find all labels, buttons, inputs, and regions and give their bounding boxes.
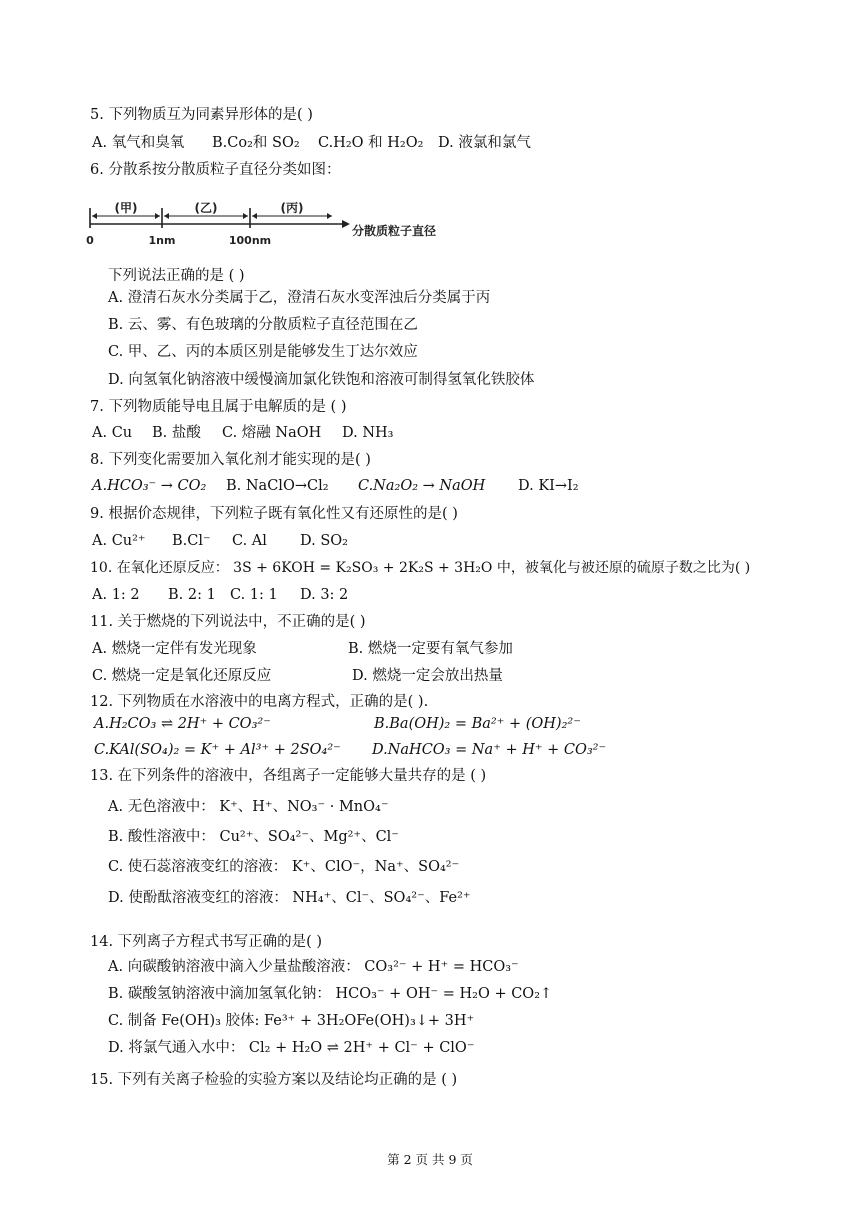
- question-12-stem: 12. 下列物质在水溶液中的电离方程式，正确的是( ).: [90, 694, 429, 710]
- region-label-jia: (甲): [114, 201, 138, 215]
- option-d: D. 将氯气通入水中： Cl₂ + H₂O ⇌ 2H⁺ + Cl⁻ + ClO⁻: [108, 1040, 475, 1056]
- option-b: B. 云、雾、有色玻璃的分散质粒子直径范围在乙: [108, 317, 418, 333]
- option-c: C. 1: 1: [230, 587, 278, 603]
- region-label-yi: (乙): [194, 201, 218, 215]
- question-14-stem: 14. 下列离子方程式书写正确的是( ): [90, 934, 323, 950]
- axis-label: 分散质粒子直径: [352, 224, 437, 238]
- option-c: C.KAl(SO₄)₂ = K⁺ + Al³⁺ + 2SO₄²⁻: [94, 742, 341, 758]
- question-9-stem: 9. 根据价态规律，下列粒子既有氧化性又有还原性的是( ): [90, 506, 458, 522]
- question-5-stem: 5. 下列物质互为同素异形体的是( ): [90, 107, 313, 123]
- option-a: A. 燃烧一定伴有发光现象: [92, 641, 257, 657]
- option-a: A. 无色溶液中： K⁺、H⁺、NO₃⁻ · MnO₄⁻: [108, 799, 389, 815]
- tick-label-0: 0: [86, 234, 94, 247]
- question-6-stem: 6. 分散系按分散质粒子直径分类如图：: [90, 162, 341, 178]
- option-b: B. 碳酸氢钠溶液中滴加氢氧化钠： HCO₃⁻ + OH⁻ = H₂O + CO₂↑: [108, 986, 553, 1002]
- particle-size-diagram: [84, 196, 484, 252]
- option-d: D.NaHCO₃ = Na⁺ + H⁺ + CO₃²⁻: [372, 742, 607, 758]
- question-7-stem: 7. 下列物质能导电且属于电解质的是 ( ): [90, 399, 347, 415]
- option-d: D. 3: 2: [300, 587, 349, 603]
- option-a: A. 1: 2: [92, 587, 140, 603]
- option-c: C. 熔融 NaOH: [222, 425, 322, 441]
- option-a: A. 氧气和臭氧: [92, 135, 185, 151]
- option-a: A.HCO₃⁻ → CO₂: [92, 478, 207, 494]
- page-footer: 第 2 页 共 9 页: [387, 1152, 473, 1167]
- option-d: D. 使酚酞溶液变红的溶液： NH₄⁺、Cl⁻、SO₄²⁻、Fe²⁺: [108, 890, 471, 906]
- option-a: A.H₂CO₃ ⇌ 2H⁺ + CO₃²⁻: [94, 716, 271, 732]
- option-d: D. 液氯和氯气: [438, 135, 531, 151]
- option-b: B. 2: 1: [168, 587, 216, 603]
- question-11-stem: 11. 关于燃烧的下列说法中，不正确的是( ): [90, 614, 366, 630]
- tick-label-100nm: 100nm: [228, 234, 272, 247]
- option-c: C. 甲、乙、丙的本质区别是能够发生丁达尔效应: [108, 344, 418, 360]
- option-d: D. 燃烧一定会放出热量: [352, 668, 503, 684]
- region-label-bing: (丙): [280, 201, 304, 215]
- question-6-sub-stem: 下列说法正确的是 ( ): [108, 268, 245, 284]
- option-a: A. Cu: [92, 425, 133, 441]
- option-d: D. KI→I₂: [518, 478, 579, 494]
- option-c: C. 使石蕊溶液变红的溶液： K⁺、ClO⁻，Na⁺、SO₄²⁻: [108, 859, 460, 875]
- option-d: D. 向氢氧化钠溶液中缓慢滴加氯化铁饱和溶液可制得氢氧化铁胶体: [108, 372, 535, 388]
- tick-label-1nm: 1nm: [148, 234, 176, 247]
- option-b: B. 酸性溶液中： Cu²⁺、SO₄²⁻、Mg²⁺、Cl⁻: [108, 829, 399, 845]
- question-13-stem: 13. 在下列条件的溶液中，各组离子一定能够大量共存的是 ( ): [90, 768, 487, 784]
- option-c: C. Al: [232, 533, 267, 549]
- option-a: A. Cu²⁺: [92, 533, 146, 549]
- option-b: B.Cl⁻: [172, 533, 211, 549]
- option-c: C.H₂O 和 H₂O₂: [318, 135, 424, 151]
- option-b: B. NaClO→Cl₂: [226, 478, 329, 494]
- option-b: B.Ba(OH)₂ = Ba²⁺ + (OH)₂²⁻: [374, 716, 581, 732]
- option-b: B.Co₂和 SO₂: [212, 135, 300, 151]
- option-a: A. 澄清石灰水分类属于乙，澄清石灰水变浑浊后分类属于丙: [108, 290, 491, 306]
- option-c: C. 制备 Fe(OH)₃ 胶体: Fe³⁺ + 3H₂OFe(OH)₃↓+ 3H⁺: [108, 1013, 475, 1029]
- option-d: D. NH₃: [342, 425, 394, 441]
- question-8-stem: 8. 下列变化需要加入氧化剂才能实现的是( ): [90, 452, 371, 468]
- option-b: B. 盐酸: [152, 425, 201, 441]
- option-a: A. 向碳酸钠溶液中滴入少量盐酸溶液： CO₃²⁻ + H⁺ = HCO₃⁻: [108, 959, 519, 975]
- question-10-stem: 10. 在氧化还原反应： 3S + 6KOH = K₂SO₃ + 2K₂S + 3H₂O 中，被氧化与被还原的硫原子数之比为( ): [90, 560, 751, 576]
- option-c: C.Na₂O₂ → NaOH: [358, 478, 486, 494]
- option-b: B. 燃烧一定要有氧气参加: [348, 641, 513, 657]
- option-d: D. SO₂: [300, 533, 348, 549]
- question-15-stem: 15. 下列有关离子检验的实验方案以及结论均正确的是 ( ): [90, 1072, 458, 1088]
- option-c: C. 燃烧一定是氧化还原反应: [92, 668, 272, 684]
